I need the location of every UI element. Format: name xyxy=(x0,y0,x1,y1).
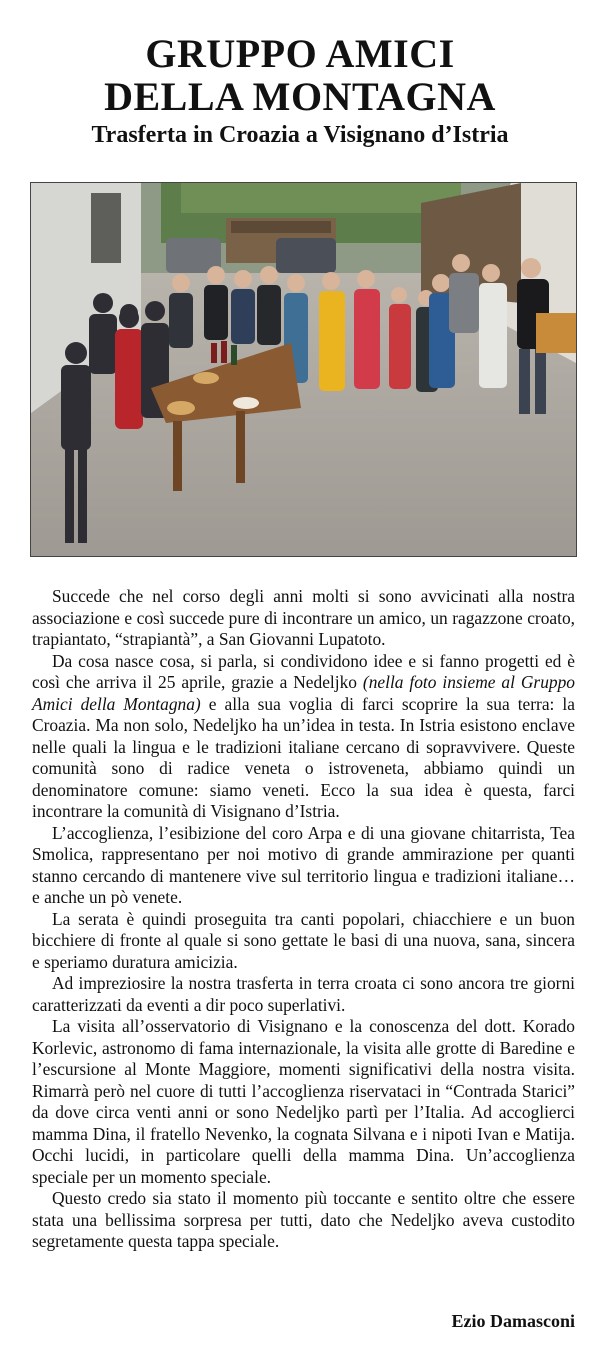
paragraph: Succede che nel corso degli anni molti si sono avvicinati alla nostra associazione e così succede pure di incontrare un amico, un ragazzone croato, trapiantato, “strapiantà”, a San Giovanni Lupatoto. xyxy=(32,586,575,649)
author-signature: Ezio Damasconi xyxy=(451,1311,575,1331)
title-line-1: GRUPPO AMICI xyxy=(145,31,455,76)
paragraph: Ad impreziosire la nostra trasferta in terra croata ci sono ancora tre giorni caratterizzati da eventi a dir poco superlativi. xyxy=(32,973,575,1015)
paragraph: La serata è quindi proseguita tra canti popolari, chiacchiere e un buon bicchiere di fronte al quale si sono gettate le basi di una nuova, sana, sincera e speriamo duratura amicizia. xyxy=(32,908,575,972)
group-photo xyxy=(30,182,577,557)
article-body xyxy=(32,586,575,1253)
paragraph-text: e alla sua voglia di farci scoprire la sua terra: la Croazia. Ma non solo, Nedeljko ha un’idea in testa. In Istria esistono enclave nelle quali la lingua e le tradizioni italiane cercano di sopravvivere. Queste comunità sono di radice veneta o istroveneta, abbiamo quindi un denominatore comune: siamo veneti. Ecco la sua idea è questa, farci incontrare la comunità di Visignano d’Istria. xyxy=(32,693,575,821)
paragraph: La visita all’osservatorio di Visignano e la conoscenza del dott. Korado Korlevic, astronomo di fama internazionale, la visita alle grotte di Baredine e l’escursione al Monte Maggiore, momenti significativi della nostra visita. Rimarrà però nel cuore di tutti l’accoglienza riservataci in “Contrada Starici” da dove circa venti anni or sono Nedeljko partì per l’Italia. Ad accoglierci mamma Dina, il fratello Nevenko, la cognata Silvana e i nipoti Ivan e Matija. Occhi lucidi, in particolare quelli della mamma Dina. Un’accoglienza speciale per un momento speciale. xyxy=(32,1016,575,1187)
paragraph xyxy=(32,651,575,823)
subtitle: Trasferta in Croazia a Visignano d’Istria xyxy=(91,122,509,148)
title-line-2: DELLA MONTAGNA xyxy=(104,74,496,119)
paragraph: Questo credo sia stato il momento più toccante e sentito oltre che essere stata una bellissima sorpresa per tutti, dato che Nedeljko aveva custodito segretamente questa tappa speciale. xyxy=(32,1188,575,1251)
paragraph-text: Da cosa nasce cosa, si parla, si condividono idee e si fanno progetti ed è così che arriva il 25 aprile, grazie a Nedeljko xyxy=(32,650,575,692)
paragraph: L’accoglienza, l’esibizione del coro Arpa e di una giovane chitarrista, Tea Smolica, rappresentano per noi motivo di grande ammirazione per quanti stanno cercando di mantenere vive sul territorio lingua e tradizioni italiane… e anche un pò venete. xyxy=(32,822,575,907)
photo-caption-note: (nella foto insieme al Gruppo Amici della Montagna) xyxy=(32,672,575,714)
